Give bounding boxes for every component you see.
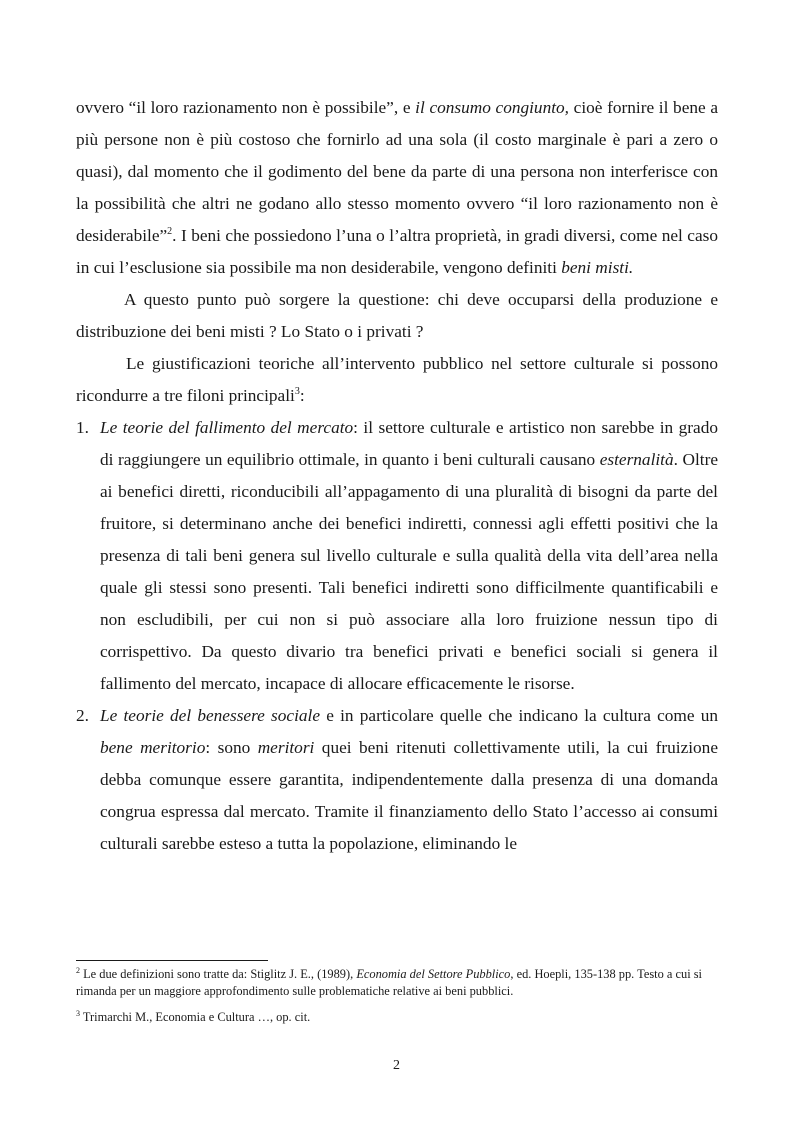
paragraph-justifications [76, 348, 718, 412]
text-run: Trimarchi M., Economia e Cultura …, op. cit. [80, 1010, 311, 1024]
text-run: Le giustificazioni teoriche all’intervento pubblico nel settore culturale si possono ricondurre a tre filoni principali [76, 354, 718, 405]
text-run: e in particolare quelle che indicano la cultura come un [320, 706, 719, 725]
list-item-title: Le teorie del fallimento del mercato [100, 418, 354, 437]
text-run: Le due definizioni sono tratte da: Stiglitz J. E., (1989), [80, 967, 357, 981]
text-run: ovvero “il loro razionamento non è possibile”, e [76, 98, 416, 117]
italic-term-esternalita: esternalità [599, 450, 674, 469]
italic-term-meritori: meritori [257, 738, 315, 757]
theories-list [76, 412, 718, 860]
footnote-ref[interactable]: 3 [294, 386, 300, 398]
text-run: . Oltre ai benefici diretti, riconducibili all’appagamento di una pluralità di bisogni da parte del fruitore, si determinano anche dei benefici indiretti, connessi agli effetti positivi che la presenza di tali beni genera sul livello culturale e sulla qualità della vita dell’area nella quale gli stessi sono presenti. Tali benefici indiretti sono difficilmente quantificabili e non escludibili, per cui non si può associare alla loro fruizione nessun tipo di corrispettivo. Da questo divario tra benefici privati e benefici sociali si genera il fallimento del mercato, incapace di allocare efficacemente le risorse. [100, 450, 719, 693]
text-run: . I beni che possiedono l’una o l’altra proprietà, in gradi diversi, come nel caso in cui l’esclusione sia possibile ma non desiderabile, vengono definiti [76, 226, 718, 277]
footnote-2 [76, 966, 718, 1000]
list-item [76, 700, 718, 860]
italic-term-bene-meritorio: bene meritorio [100, 738, 206, 757]
footnote-ref[interactable]: 2 [167, 226, 173, 238]
text-run: quei beni ritenuti collettivamente utili, la cui fruizione debba comunque essere garantita, indipendentemente dalla presenza di una domanda congrua espressa dal mercato. Tramite il finanziamento dello Stato l’accesso ai consumi culturali sarebbe esteso a tutta la popolazione, eliminando le [100, 738, 718, 853]
footnotes [76, 966, 718, 1035]
body-text [76, 92, 718, 860]
list-number: 1. [76, 418, 89, 437]
paragraph-public-goods [76, 92, 718, 284]
footnote-mark: 2 [76, 965, 80, 975]
italic-term-consumo-congiunto: il consumo congiunto, [415, 98, 569, 117]
page-number: 2 [393, 1058, 400, 1073]
footnote-mark: 3 [76, 1008, 80, 1018]
list-number: 2. [76, 706, 89, 725]
paragraph-question: A questo punto può sorgere la questione: chi deve occuparsi della produzione e distribuzione dei beni misti ? Lo Stato o i privati ? [76, 290, 718, 341]
text-run: cioè fornire il bene a più persone non è più costoso che fornirlo ad una sola (il costo marginale è pari a zero o quasi), dal momento che il godimento del bene da parte di una persona non interferisce con la possibilità che altri ne godano allo stesso momento ovvero “il loro razionamento non è desiderabile” [76, 98, 719, 245]
footnote-3 [76, 1009, 718, 1026]
list-item-title: Le teorie del benessere sociale [100, 706, 321, 725]
text-run: : [299, 386, 305, 405]
footnote-divider [76, 960, 268, 961]
italic-book-title: Economia del Settore Pubblico [356, 967, 511, 981]
italic-term-beni-misti: beni misti. [561, 258, 634, 277]
text-run: , ed. Hoepli, 135-138 pp. Testo a cui si rimanda per un maggiore approfondimento sulle problematiche relative ai beni pubblici. [76, 967, 702, 998]
text-run: : il settore culturale e artistico non sarebbe in grado di raggiungere un equilibrio ottimale, in quanto i beni culturali causano [100, 418, 718, 469]
text-run: : sono [205, 738, 258, 757]
list-item [76, 412, 718, 700]
